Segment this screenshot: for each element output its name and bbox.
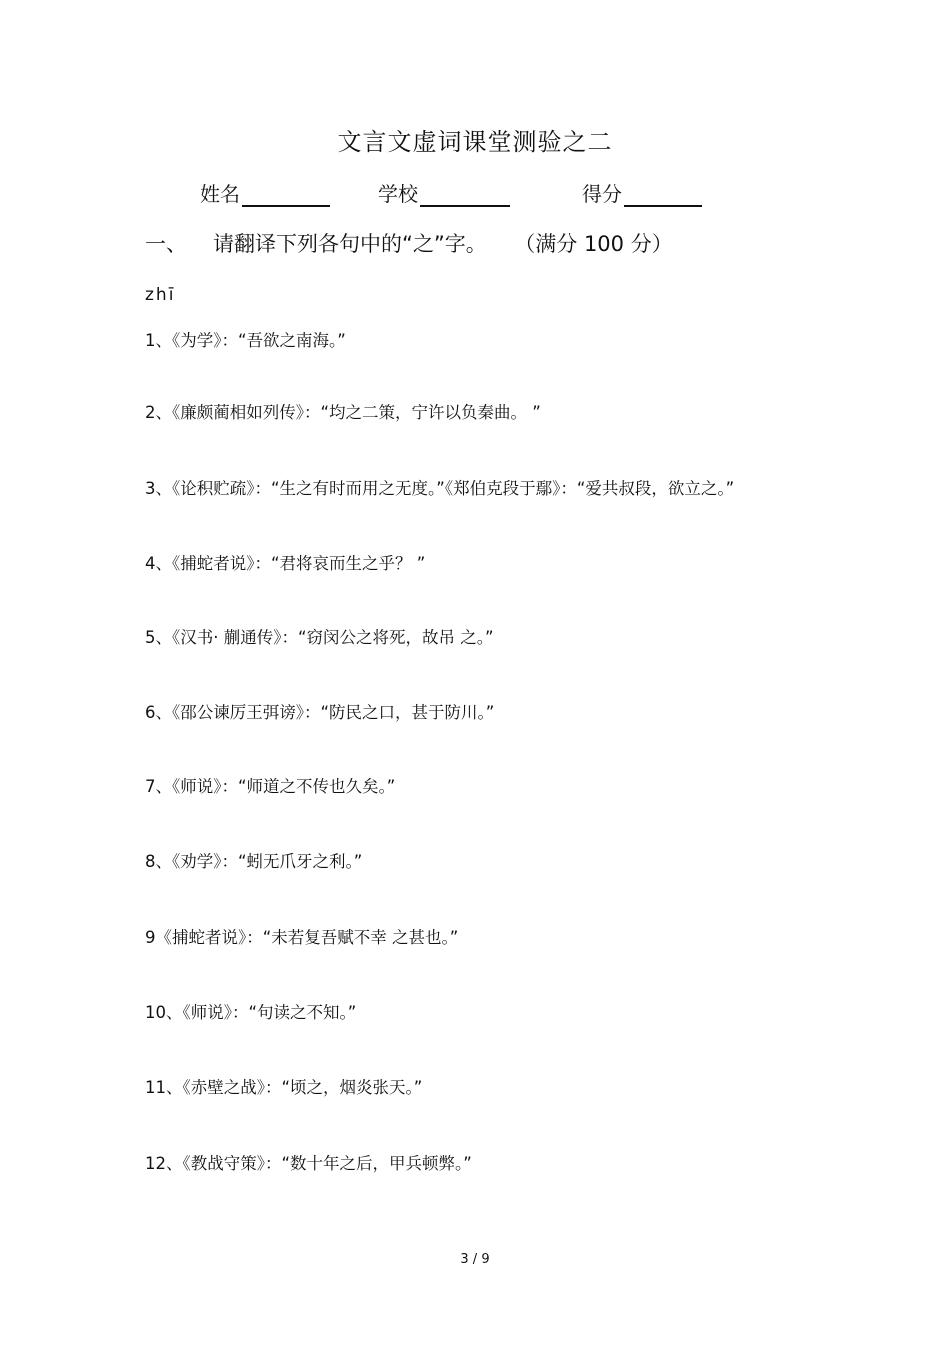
question-text: 《为学》：“吾欲之南海。”: [172, 331, 346, 350]
question-number: 10、: [145, 1003, 183, 1022]
question-item: [145, 999, 356, 1023]
school-blank[interactable]: [420, 183, 510, 207]
question-item: [145, 327, 346, 351]
score-label: 得分: [582, 182, 622, 206]
question-number: 6、: [145, 703, 172, 722]
question-text: 《汉书· 蒯通传》：“窃闵公之将死，故吊 之。”: [172, 628, 494, 647]
score-field[interactable]: [582, 178, 702, 207]
question-item: [145, 924, 458, 948]
question-number: 8、: [145, 852, 172, 871]
question-number: 12、: [145, 1154, 183, 1173]
question-text: 《论积贮疏》：“生之有时而用之无度。”《郑伯克段于鄢》：“爱共叔段，欲立之。”: [172, 479, 735, 498]
question-item: [145, 475, 734, 499]
question-text: 《师说》：“句读之不知。”: [182, 1003, 357, 1022]
section-number: 一、: [145, 232, 187, 256]
page-number: 3 / 9: [460, 1252, 490, 1267]
question-number: 7、: [145, 777, 172, 796]
pinyin-annotation: zhī: [145, 285, 176, 305]
student-info-row: [0, 178, 950, 208]
section-heading: [145, 228, 673, 258]
question-text: 《教战守策》：“数十年之后，甲兵顿弊。”: [182, 1154, 472, 1173]
name-field[interactable]: [200, 178, 330, 207]
school-field[interactable]: [378, 178, 510, 207]
question-number: 5、: [145, 628, 172, 647]
page-title: 文言文虚词课堂测验之二: [337, 128, 613, 156]
question-item: [145, 624, 494, 648]
question-number: 11、: [145, 1078, 183, 1097]
question-number: 9: [145, 928, 156, 947]
question-text: 《赤壁之战》：“顷之，烟炎张天。”: [182, 1078, 423, 1097]
question-item: [145, 848, 362, 872]
school-label: 学校: [378, 182, 418, 206]
question-text: 《捕蛇者说》：“未若复吾赋不幸 之甚也。”: [155, 928, 459, 947]
question-number: 1、: [145, 331, 172, 350]
question-number: 4、: [145, 554, 172, 573]
name-label: 姓名: [200, 182, 240, 206]
name-blank[interactable]: [242, 183, 330, 207]
question-text: 《廉颇蔺相如列传》：“均之二策，宁许以负秦曲。 ”: [172, 403, 541, 422]
question-item: [145, 699, 494, 723]
question-item: [145, 1150, 472, 1174]
section-score: （满分 100 分）: [524, 232, 673, 256]
question-text: 《师说》：“师道之不传也久矣。”: [172, 777, 396, 796]
question-item: [145, 550, 425, 574]
question-item: [145, 399, 541, 423]
score-blank[interactable]: [624, 183, 702, 207]
question-item: [145, 1074, 422, 1098]
question-text: 《劝学》：“蚓无爪牙之利。”: [172, 852, 363, 871]
question-item: [145, 773, 395, 797]
question-number: 3、: [145, 479, 172, 498]
section-instruction: 请翻译下列各句中的“之”字。: [213, 232, 487, 256]
question-number: 2、: [145, 403, 172, 422]
question-text: 《邵公谏厉王弭谤》：“防民之口，甚于防川。”: [172, 703, 495, 722]
question-text: 《捕蛇者说》：“君将哀而生之乎？ ”: [172, 554, 426, 573]
